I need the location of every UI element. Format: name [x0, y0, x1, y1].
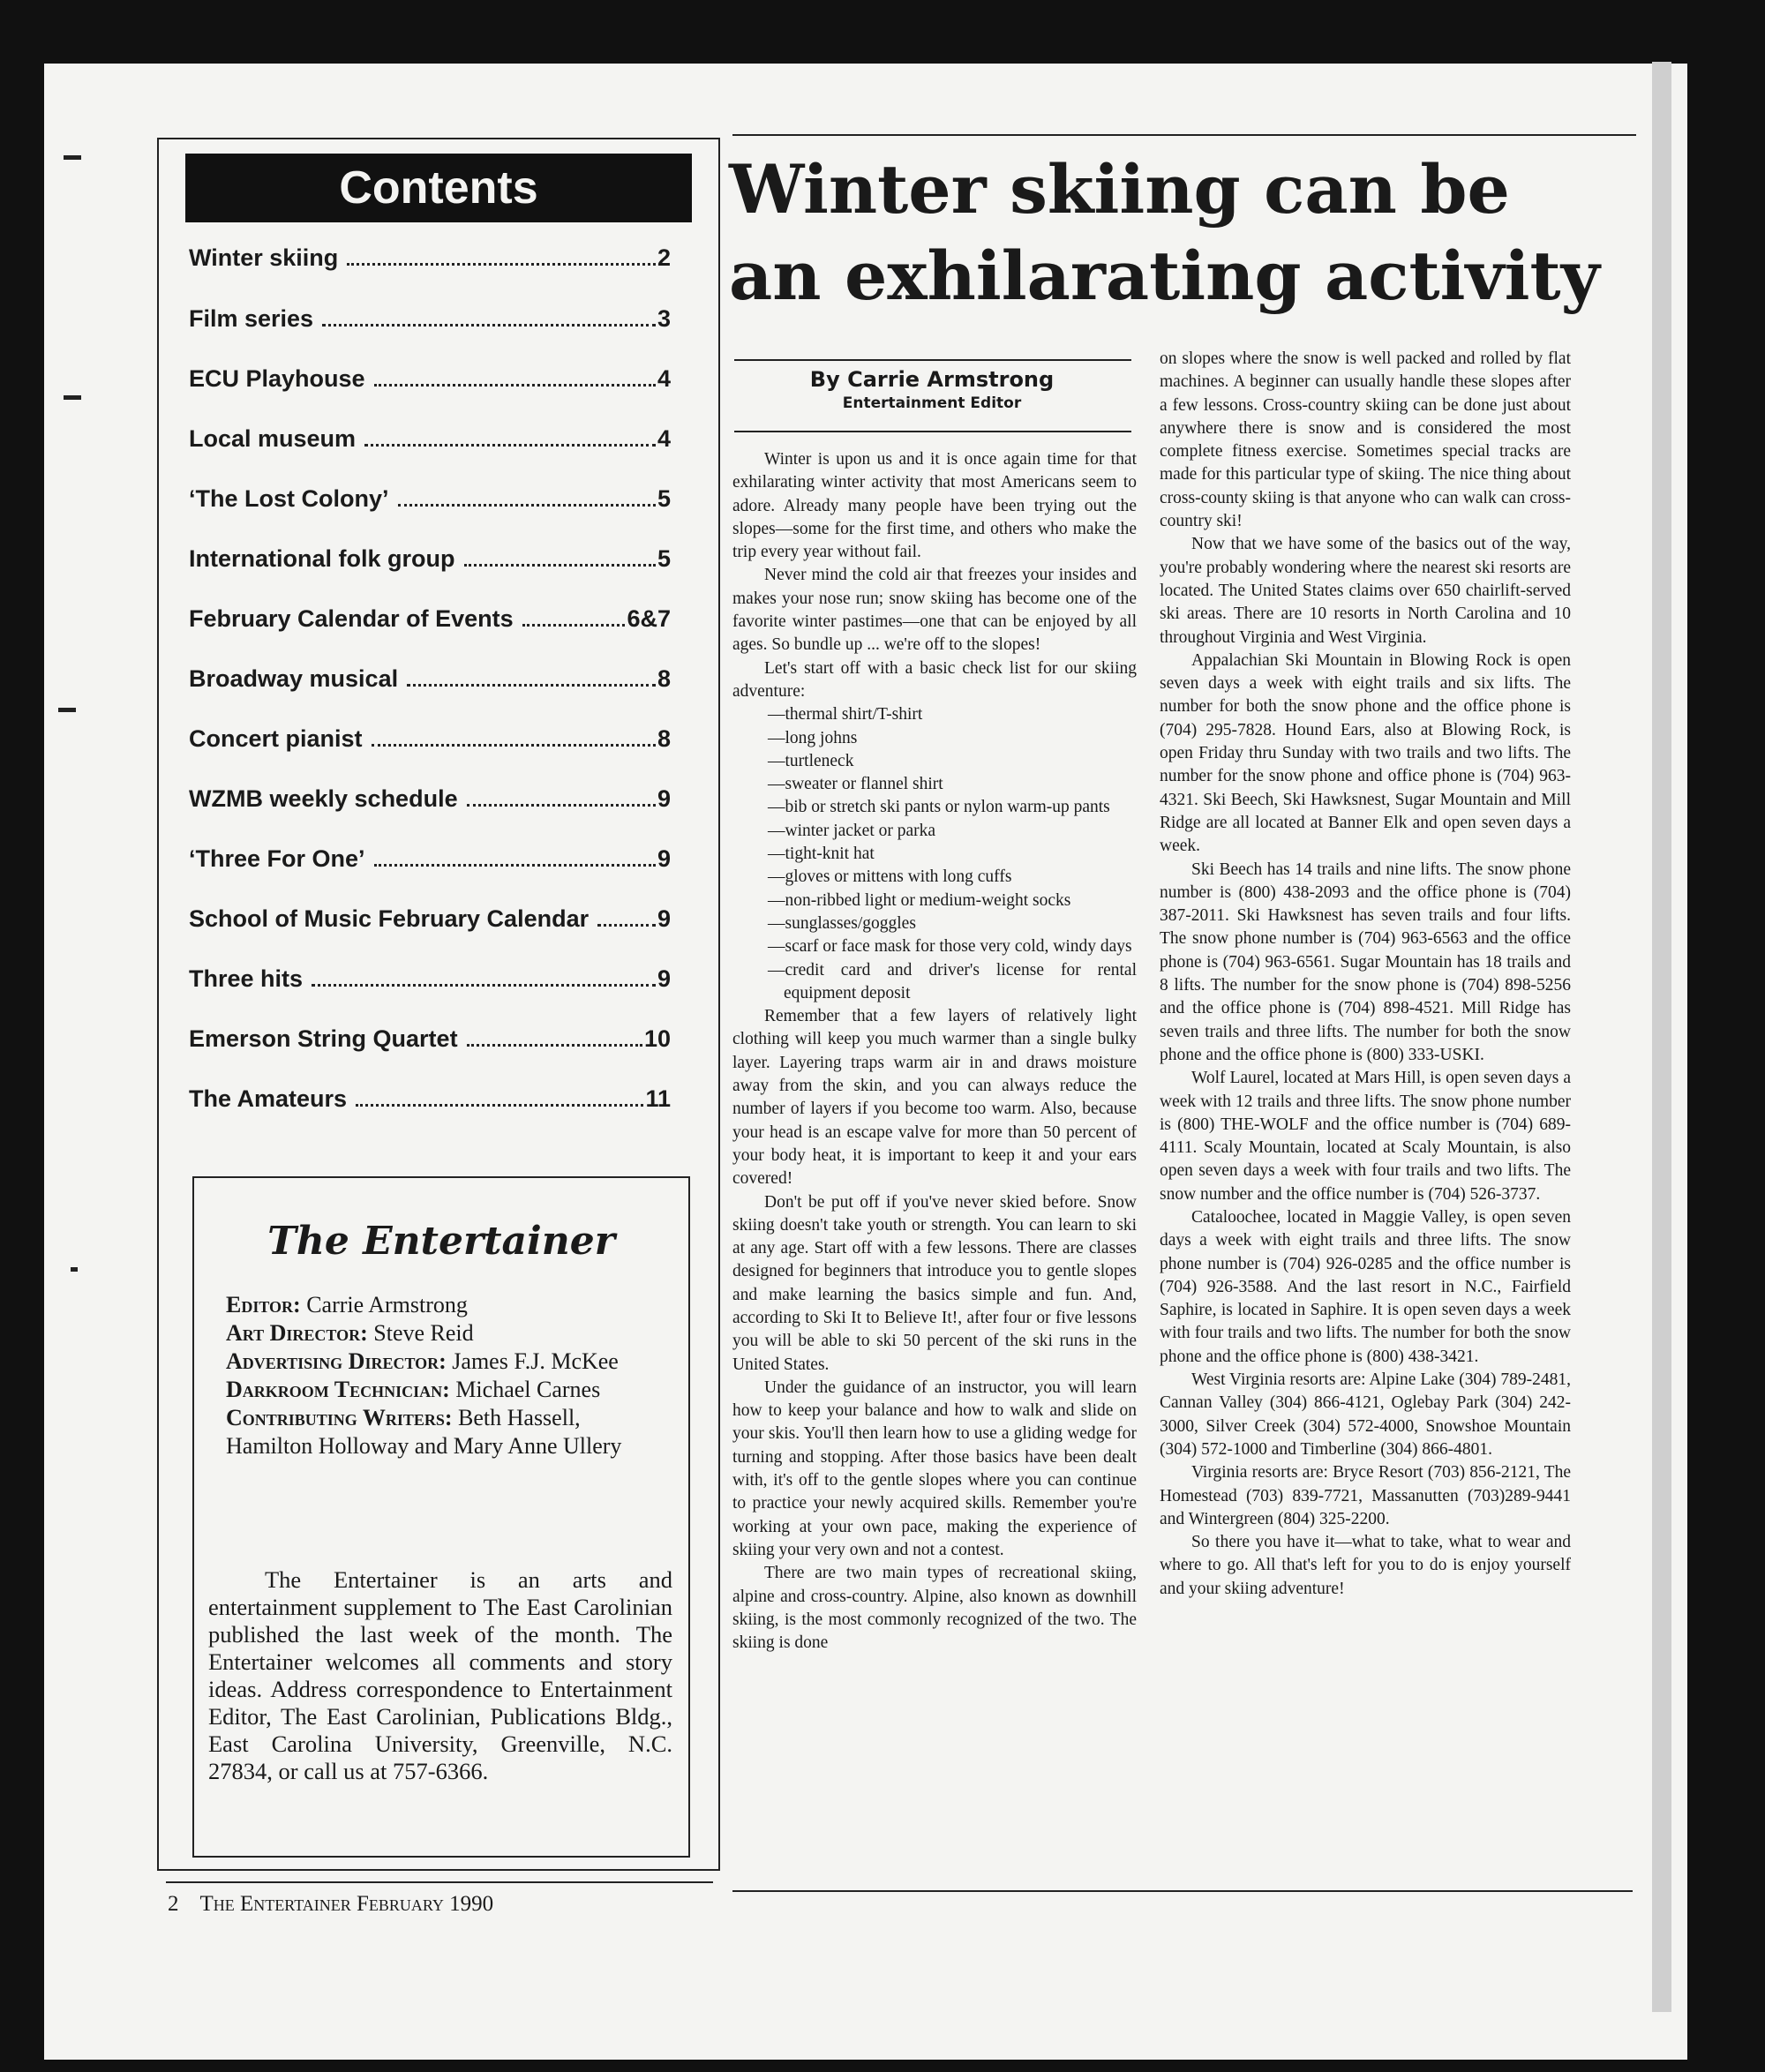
article-paragraph: Appalachian Ski Mountain in Blowing Rock is open seven days a week with eight trails and six lifts. The number for both the snow phone and the office phone is (704) 295-7828. Hound Ears, also at Blowing Rock, is open Friday thru Sunday with two trails and two lifts. The number for the snow phone and office phone is (704) 963-4321. Ski Beech, Ski Hawksnest, Sugar Mountain and Mill Ridge are all located at Banner Elk and open seven days a week.: [1160, 650, 1571, 856]
article-paragraph: Under the guidance of an instructor, you will learn how to keep your balance and how to walk and slide on your skis. You'll then learn how to use a gliding wedge for turning and stopping. After those basics have been dealt with, it's off to the gentle slopes where you can continue to practice your newly acquired skills. Remember you're working at your own pace, making the experience of skiing your very own and not a contest.: [732, 1378, 1137, 1559]
toc-leader: [356, 1104, 643, 1107]
toc-item-concert-pianist[interactable]: [189, 712, 671, 753]
toc-item-film-series[interactable]: [189, 292, 671, 333]
toc-title: Three hits: [189, 965, 304, 992]
toc-title: ‘Three For One’: [189, 845, 365, 872]
toc-page: 5: [657, 545, 671, 572]
contents-heading: Contents: [185, 154, 692, 222]
toc-page: 9: [657, 845, 671, 872]
article-headline: Winter skiing can be an exhilarating activity: [729, 150, 1600, 315]
toc-title: School of Music February Calendar: [189, 905, 590, 932]
article-paragraph: Ski Beech has 14 trails and nine lifts. The snow phone number is (800) 438-2093 and the office phone is (704) 387-2011. Ski Hawksnest has seven trails and four lifts. The snow phone number is (704) 963-6563 and the office phone is (704) 963-6561. Sugar Mountain has 18 trails and 8 lifts. The number for the snow phone is (704) 898-5256 and the office phone is (704) 898-4521. Mill Ridge has seven trails and three lifts. The number for both the snow phone and the office phone is (800) 333-USKI.: [1160, 860, 1571, 1064]
article-paragraph: Winter is upon us and it is once again time for that exhilarating winter activity that most Americans seem to adore. Already many people have been trying out the slopes—some for the first time, and others who make the trip every year without fail.: [732, 450, 1137, 562]
staff-role: Contributing Writers:: [226, 1405, 453, 1430]
footer-rule: [166, 1881, 713, 1883]
toc-item-calendar-events[interactable]: [189, 592, 671, 633]
article-paragraph: Don't be put off if you've never skied before. Snow skiing doesn't take youth or strength. You can learn to ski at any age. Start off with a few lessons. There are classes designed for beginners that introduce you to gentle slopes and make learning the basics simple and fun. And, according to Ski It to Believe It!, after four or five lessons you will be able to ski 50 percent of the ski runs in the United States.: [732, 1192, 1137, 1374]
toc-page: 11: [645, 1085, 671, 1112]
article-paragraph: Wolf Laurel, located at Mars Hill, is open seven days a week with 12 trails and three lifts. The snow phone number is (800) THE-WOLF and the office number is (704) 689-4111. Scaly Mountain, located at Scaly Mountain, is also open seven days a week with four trails and two lifts. The snow number and the office number is (704) 526-3737.: [1160, 1069, 1571, 1204]
toc-item-the-amateurs[interactable]: [189, 1072, 671, 1113]
toc-item-local-museum[interactable]: [189, 412, 671, 453]
toc-title: ‘The Lost Colony’: [189, 485, 389, 512]
toc-title: February Calendar of Events: [189, 605, 514, 632]
article-paragraph: Let's start off with a basic check list for our skiing adventure:: [732, 658, 1137, 701]
staff-name: Michael Carnes: [455, 1377, 601, 1402]
staff-entry: [226, 1376, 667, 1404]
toc-page: 2: [657, 244, 671, 271]
masthead-title: The Entertainer: [267, 1219, 615, 1264]
toc-leader: [347, 263, 656, 266]
article-paragraph: Cataloochee, located in Maggie Valley, is open seven days a week with eight trails and three lifts. The snow phone number is (704) 926-0285 and the office number is (704) 926-3588. And the last resort in N.C., Fairfield Saphire, is located in Saphire. It is open seven days a week with four trails and two lifts. The number for both the snow phone and the office phone is (800) 438-3421.: [1160, 1207, 1571, 1366]
toc-leader: [312, 984, 656, 987]
checklist-item: —thermal shirt/T-shirt: [768, 705, 923, 724]
toc-leader: [522, 624, 626, 627]
masthead-about: The Entertainer is an arts and entertainment supplement to The East Carolinian published the last week of the month. The Entertainer welcomes all comments and story ideas. Address correspondence to Entertainment Editor, The East Carolinian, Publications Bldg., East Carolina University, Greenville, N.C. 27834, or call us at 757-6366.: [208, 1566, 672, 1784]
toc-item-broadway-musical[interactable]: [189, 652, 671, 693]
toc-page: 8: [657, 665, 671, 692]
checklist-item: —credit card and driver's license for rental equipment deposit: [768, 960, 1137, 1002]
byline-rule: [734, 431, 1131, 432]
masthead-box: [192, 1176, 690, 1858]
checklist: [732, 703, 1137, 1005]
checklist-item: —non-ribbed light or medium-weight socks: [768, 890, 1071, 910]
staff-entry: [226, 1404, 667, 1460]
toc-leader: [407, 684, 656, 687]
toc-page: 8: [657, 725, 671, 752]
edge-mark: [64, 155, 81, 160]
staff-entry: [226, 1291, 667, 1319]
article-column-2: [1160, 348, 1571, 1601]
article-paragraph: on slopes where the snow is well packed and rolled by flat machines. A beginner can usually handle these slopes after a few lessons. Cross-country skiing can be done just about anywhere there is snow and is considered the most complete fitness exercise. Sometimes special tracks are made for this particular type of skiing. The nice thing about cross-county skiing is that anyone who can walk can cross-country ski!: [1160, 349, 1571, 531]
toc-item-three-for-one[interactable]: [189, 832, 671, 873]
toc-page: 9: [657, 965, 671, 992]
toc-leader: [597, 924, 656, 927]
toc-page: 9: [657, 785, 671, 812]
article-paragraph: West Virginia resorts are: Alpine Lake (304) 789-2481, Cannan Valley (304) 866-4121, Oglebay Park (304) 242-3000, Silver Creek (304) 572-4000, Snowshoe Mountain (304) 572-1000 and Timberline (304) 866-4801.: [1160, 1370, 1571, 1459]
toc-page: 5: [657, 485, 671, 512]
checklist-item: —sweater or flannel shirt: [768, 775, 943, 794]
toc-item-winter-skiing[interactable]: [189, 231, 671, 272]
toc-page: 9: [657, 905, 671, 932]
article-paragraph: Now that we have some of the basics out of the way, you're probably wondering where the nearest ski resorts are located. The United States claims over 650 chairlift-served ski areas. There are 10 resorts in North Carolina and 10 throughout Virginia and West Virginia.: [1160, 535, 1571, 647]
staff-role: Art Director:: [226, 1320, 368, 1346]
edge-mark: [64, 395, 81, 400]
toc-item-ecu-playhouse[interactable]: [189, 352, 671, 393]
staff-role: Editor:: [226, 1292, 301, 1318]
staff-name: Steve Reid: [373, 1320, 474, 1346]
toc-page: 6&7: [627, 605, 671, 632]
staff-name: James F.J. McKee: [452, 1348, 619, 1374]
staff-role: Darkroom Technician:: [226, 1377, 450, 1402]
toc-title: Emerson String Quartet: [189, 1025, 458, 1052]
footer-page-number: 2: [168, 1892, 179, 1916]
checklist-item: —winter jacket or parka: [768, 821, 936, 840]
toc-title: Winter skiing: [189, 244, 339, 271]
toc-leader: [374, 384, 656, 387]
staff-role: Advertising Director:: [226, 1348, 447, 1374]
toc-leader: [372, 744, 656, 747]
byline-rule: [734, 359, 1131, 361]
toc-leader: [322, 324, 656, 327]
toc-item-wzmb-schedule[interactable]: [189, 772, 671, 813]
toc-item-three-hits[interactable]: [189, 952, 671, 993]
toc-leader: [464, 564, 656, 567]
toc-item-music-calendar[interactable]: [189, 892, 671, 933]
footer-rule: [732, 1890, 1633, 1892]
footer-publication: The Entertainer February 1990: [199, 1892, 494, 1916]
byline-author: By Carrie Armstrong: [809, 367, 1055, 392]
checklist-item: —long johns: [768, 728, 858, 747]
toc-item-lost-colony[interactable]: [189, 472, 671, 513]
toc-title: International folk group: [189, 545, 455, 572]
toc-page: 4: [657, 425, 671, 452]
toc-page: 3: [657, 305, 671, 332]
article-paragraph: So there you have it—what to take, what to wear and where to go. All that's left for you to do is enjoy yourself and your skiing adventure!: [1160, 1533, 1571, 1598]
toc-leader: [467, 804, 656, 807]
toc-leader: [467, 1044, 642, 1047]
toc-item-emerson-quartet[interactable]: [189, 1012, 671, 1053]
byline: [732, 365, 1131, 413]
toc-leader: [398, 504, 656, 507]
page-footer: [168, 1892, 732, 1917]
checklist-item: —scarf or face mask for those very cold, windy days: [768, 937, 1132, 957]
toc-leader: [364, 444, 656, 447]
article-paragraph: Virginia resorts are: Bryce Resort (703) 856-2121, The Homestead (703) 839-7721, Massanutten (703)289-9441 and Wintergreen (804) 325-2200.: [1160, 1463, 1571, 1528]
staff-name: Carrie Armstrong: [306, 1292, 468, 1318]
checklist-item: —tight-knit hat: [768, 845, 875, 864]
staff-entry: [226, 1319, 667, 1348]
checklist-item: —sunglasses/goggles: [768, 913, 916, 933]
page-gutter-strip: [1652, 62, 1671, 2012]
toc-page: 10: [643, 1025, 671, 1052]
checklist-item: —bib or stretch ski pants or nylon warm-up pants: [768, 798, 1110, 817]
toc-page: 4: [657, 365, 671, 392]
edge-mark: [71, 1267, 78, 1272]
article-column-1: [732, 448, 1137, 1655]
article-paragraph: Never mind the cold air that freezes your insides and makes your nose run; snow skiing has become one of the favorite winter pastimes—one that can be enjoyed by all ages. So bundle up ... we're off to the slopes!: [732, 566, 1137, 655]
byline-role: Entertainment Editor: [842, 394, 1022, 412]
toc-title: ECU Playhouse: [189, 365, 365, 392]
checklist-item: —turtleneck: [768, 751, 854, 770]
toc-title: Film series: [189, 305, 314, 332]
edge-mark: [58, 708, 76, 712]
article-paragraph: Remember that a few layers of relatively light clothing will keep you much warmer than a single bulky layer. Layering traps warm air in and draws moisture away from the skin, and you can always reduce the number of layers if you become too warm. Also, because your head is an escape valve for more than 50 percent of your body heat, it is important to keep it and your ears covered!: [732, 1007, 1137, 1189]
toc-leader: [374, 864, 656, 867]
toc-title: Broadway musical: [189, 665, 399, 692]
staff-name: Beth Hassell, Hamilton Holloway and Mary Anne Ullery: [226, 1405, 622, 1459]
toc-item-folk-group[interactable]: [189, 532, 671, 573]
checklist-item: —gloves or mittens with long cuffs: [768, 867, 1012, 887]
toc-title: WZMB weekly schedule: [189, 785, 458, 812]
toc-title: Local museum: [189, 425, 357, 452]
staff-entry: [226, 1348, 667, 1376]
article-paragraph: There are two main types of recreational skiing, alpine and cross-country. Alpine, also known as downhill skiing, is the most commonly recognized of the two. The skiing is done: [732, 1564, 1137, 1653]
toc-title: Concert pianist: [189, 725, 363, 752]
staff-list: [226, 1291, 667, 1460]
toc-title: The Amateurs: [189, 1085, 348, 1112]
headline-rule: [732, 134, 1636, 136]
